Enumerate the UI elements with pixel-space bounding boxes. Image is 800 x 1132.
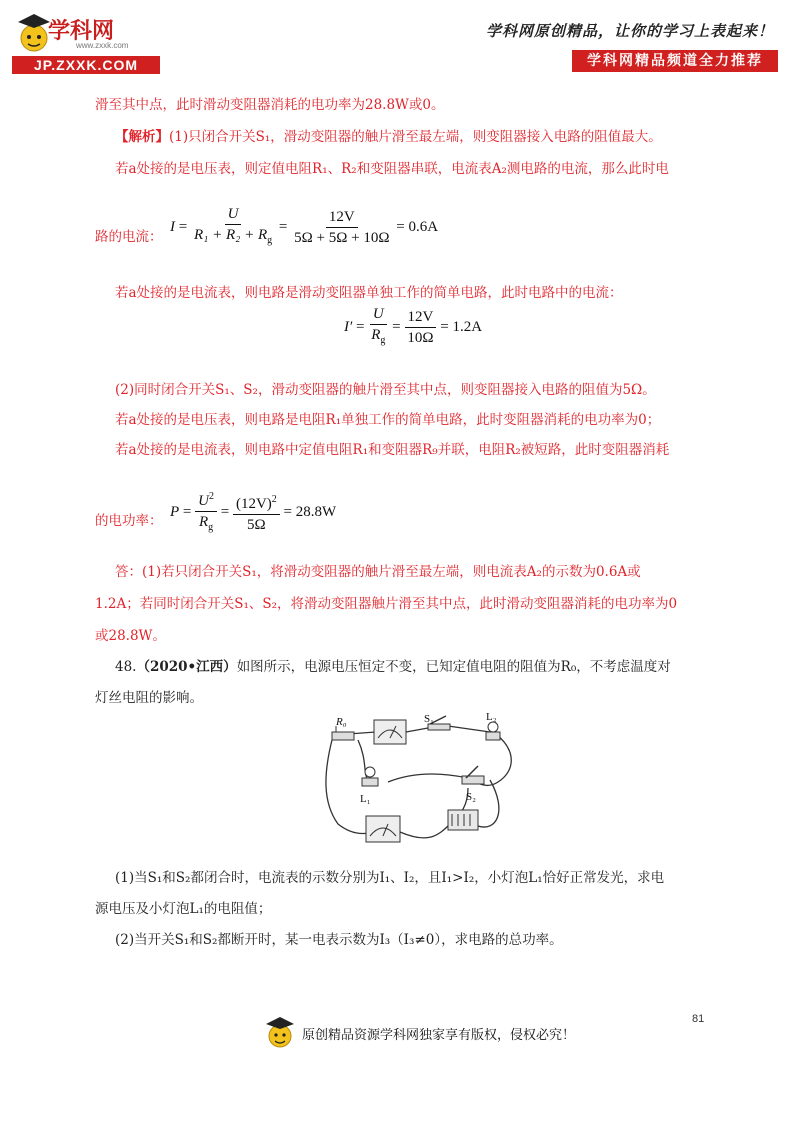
equation-power: P = $\frac{U^2}{R_g}$ = $\frac{(12V)^2}{5\Omega}$ = 28.8W	[170, 488, 336, 537]
equation-current-single: I′ = $\frac{U}{R_g}$ = $\frac{12V}{10\Omega}$ = 1.2A	[344, 306, 483, 346]
header-banner: 学科网精品频道全力推荐	[572, 50, 778, 72]
analysis-tag: 【解析】	[115, 129, 169, 145]
circuit-diagram	[318, 712, 528, 852]
label-r0: R₀	[336, 716, 347, 728]
text-line: 源电压及小灯泡L₁的电阻值；	[95, 901, 272, 917]
text-line: 或28.8W。	[95, 628, 166, 644]
label-s1: S₁	[424, 713, 434, 725]
logo-domain[interactable]: JP.ZXXK.COM	[12, 56, 160, 74]
text-line: 若a处接的是电压表，则电路是电阻R₁单独工作的简单电路，此时变阻器消耗的电功率为0；	[115, 412, 661, 428]
bulb-l2	[486, 722, 500, 740]
text-line: 若a处接的是电压表，则定值电阻R₁、R₂和变阻器串联，电流表A₂测电路的电流，那么此时电	[115, 161, 669, 177]
text-line: 1.2A；若同时闭合开关S₁、S₂，将滑动变阻器触片滑至其中点，此时滑动变阻器消耗的电功率为0	[95, 596, 678, 612]
label-s2: S₂	[466, 791, 476, 803]
analysis-line	[115, 128, 662, 146]
page-number: 81	[692, 1013, 705, 1025]
footer-copyright: 原创精品资源学科网独家享有版权，侵权必究！	[302, 1028, 576, 1043]
question-48	[115, 658, 671, 676]
ammeter-bottom	[366, 816, 400, 842]
text-line: 路的电流：	[95, 229, 163, 245]
ammeter-top	[374, 720, 406, 744]
text-line: (2)当开关S₁和S₂都断开时，某一电表示数为I₃（I₃≠0），求电路的总功率。	[115, 932, 563, 948]
header-slogan: 学科网原创精品，让你的学习上表起来！	[485, 22, 774, 40]
question-number: 48.	[115, 659, 137, 675]
label-l2: L₂	[486, 712, 497, 723]
text-line: 若a处接的是电流表，则电路是滑动变阻器单独工作的简单电路，此时电路中的电流：	[115, 285, 623, 301]
text-line: 灯丝电阻的影响。	[95, 690, 203, 706]
switch-s2	[462, 766, 484, 784]
text-line: (2)同时闭合开关S₁、S₂，滑动变阻器的触片滑至其中点，则变阻器接入电路的阻值为5Ω。	[115, 382, 656, 398]
equation-current-series: I = $\frac{U}{R_1 + R_2 + R_g}$ = $\frac{12V}{5\Omega + 5\Omega + 10\Omega}$ = 0.6A	[170, 206, 439, 246]
battery	[448, 810, 478, 830]
label-l1: L₁	[360, 793, 371, 805]
text-line: (1)当S₁和S₂都闭合时，电流表的示数分别为I₁、I₂，且I₁>I₂，小灯泡L₁恰好正常发光，求电	[115, 870, 665, 886]
analysis-text: (1)只闭合开关S₁，滑动变阻器的触片滑至最左端，则变阻器接入电路的阻值最大。	[169, 129, 662, 145]
text-line: 答：(1)若只闭合开关S₁，将滑动变阻器的触片滑至最左端，则电流表A₂的示数为0.6A或	[115, 564, 641, 580]
bulb-l1	[362, 767, 378, 786]
text-line: 若a处接的是电流表，则电路中定值电阻R₁和变阻器R₉并联，电阻R₂被短路，此时变阻器消耗	[115, 442, 670, 458]
question-text: 如图所示，电源电压恒定不变，已知定值电阻的阻值为R₀，不考虑温度对	[236, 659, 671, 675]
text-line: 的电功率：	[95, 513, 163, 529]
question-source: （2020•江西）	[136, 659, 237, 675]
mascot-icon	[262, 1014, 298, 1050]
logo-title: 学科网	[48, 18, 115, 43]
text-line: 滑至其中点，此时滑动变阻器消耗的电功率为28.8W或0。	[95, 97, 445, 113]
resistor-r0	[332, 726, 354, 740]
logo-url: www.zxxk.com	[76, 41, 129, 50]
